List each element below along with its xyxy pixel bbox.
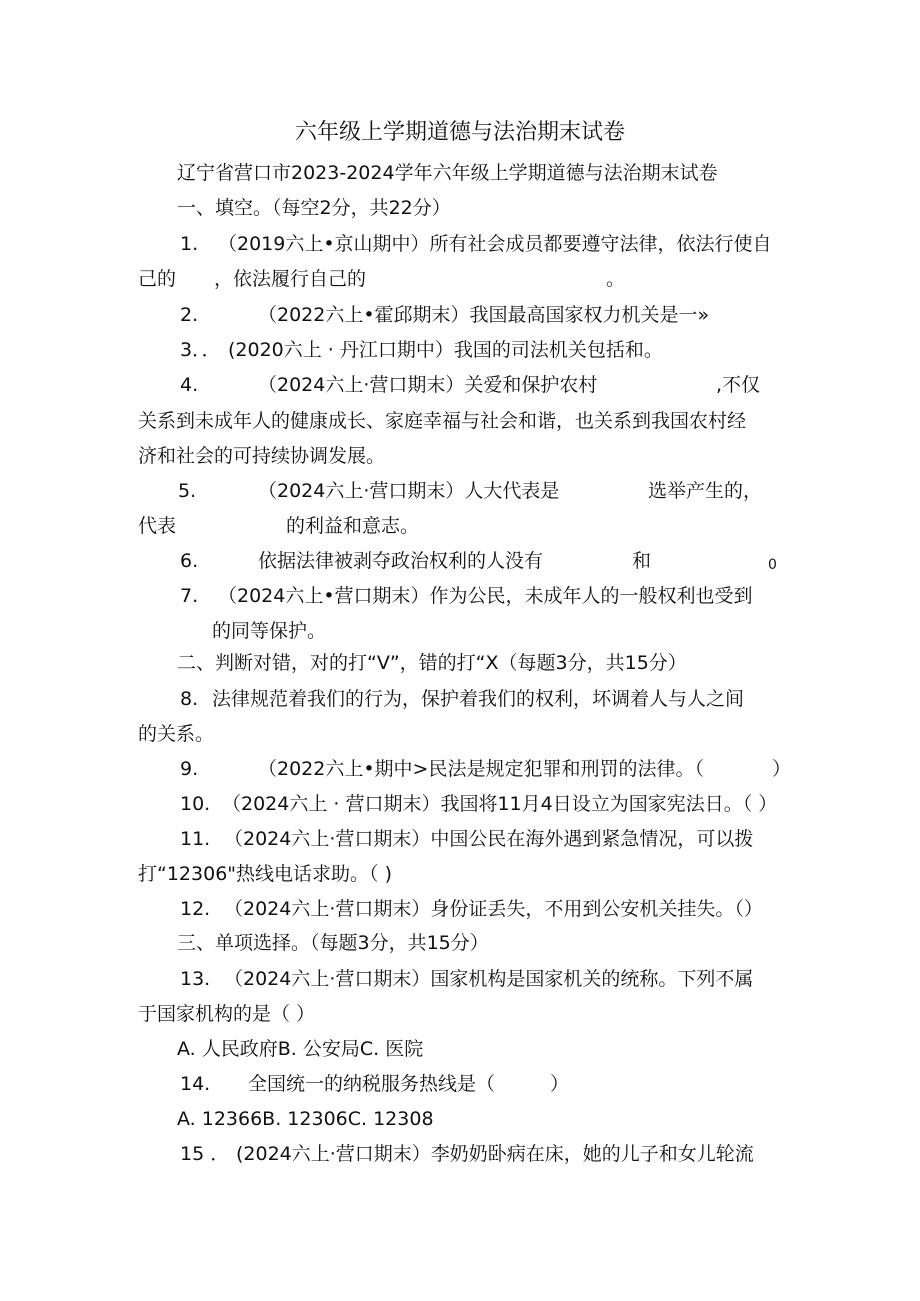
question-number: 12. [180, 898, 211, 920]
question-number: 7. [180, 585, 199, 607]
question-text: 全国统一的纳税服务热线是（ [248, 1073, 496, 1095]
question-number: 11. [180, 828, 211, 850]
question-number: 4. [180, 374, 199, 396]
question-text: 。 [606, 268, 626, 290]
question-text: （2024六上·营口期末）身份证丢失，不用到公安机关挂失。（） [224, 898, 763, 920]
question-text: 的关系。 [138, 723, 215, 745]
question-text: ,不仅 [716, 374, 761, 396]
question-text: 于国家机构的是（ ） [138, 1003, 316, 1025]
question-text: 法律规范着我们的行为，保护着我们的权利，坏调着人与人之间 [212, 688, 745, 710]
question-text: （2024六上·营口期末）人大代表是 [258, 480, 560, 502]
question-text: 关系到未成年人的健康成长、家庭幸福与社会和谐，也关系到我国农村经 [138, 410, 747, 432]
question-text: 0 [768, 557, 777, 573]
question-text: ） [550, 1073, 570, 1095]
section-heading-fill-blank: 一、填空。（每空2分，共22分） [177, 197, 451, 219]
question-number: 14. [180, 1073, 211, 1095]
question-text: （2024六上·营口期末）国家机构是国家机关的统称。下列不属 [224, 968, 754, 990]
section-heading-true-false: 二、判断对错，对的打“V”，错的打“X（每题3分，共15分） [177, 652, 687, 674]
question-number: 1. [180, 233, 199, 255]
question-text: （2024六上·营口期末）中国公民在海外遇到紧急情况，可以拨 [224, 828, 754, 850]
question-text: ） [772, 758, 792, 780]
question-number: 6. [180, 550, 199, 572]
question-number: 15 ． [180, 1143, 230, 1165]
question-text: (2024六上·营口期末）李奶奶卧病在床，她的儿子和女儿轮流 [236, 1143, 754, 1165]
question-number: 3．． [180, 339, 221, 361]
exam-subtitle: 辽宁省营口市2023-2024学年六年级上学期道德与法治期末试卷 [177, 162, 718, 184]
question-text: 依据法律被剥夺政治权利的人没有 [258, 550, 544, 572]
question-text: （2024六上·营口期末）关爱和保护农村 [258, 374, 598, 396]
question-text: （2024六上•营口期末）作为公民，未成年人的一般权利也受到 [218, 585, 753, 607]
question-text: （2022六上•霍邱期末）我国最高国家权力机关是一» [258, 304, 710, 326]
question-text: 打“12306"热线电话求助。（ ) [138, 863, 392, 885]
question-number: 10. [180, 793, 211, 815]
question-number: 2. [180, 304, 199, 326]
question-text: 己的 ，依法履行自己的 [138, 268, 367, 290]
question-text: （2022六上•期中>民法是规定犯罪和刑罚的法律。（ [258, 758, 704, 780]
question-text: 济和社会的可持续协调发展。 [138, 445, 386, 467]
question-text: 和 [632, 550, 652, 572]
question-text: （2019六上•京山期中）所有社会成员都要遵守法律，依法行使自 [218, 233, 772, 255]
question-number: 8. [180, 688, 199, 710]
answer-options: A. 人民政府B. 公安局C. 医院 [177, 1038, 424, 1060]
page-title: 六年级上学期道德与法治期末试卷 [294, 120, 625, 145]
answer-options: A. 12366B. 12306C. 12308 [177, 1108, 434, 1130]
question-number: 5. [178, 480, 197, 502]
question-text: (2020六上 · 丹江口期中）我国的司法机关包括和。 [228, 339, 663, 361]
question-number: 13. [180, 968, 211, 990]
question-text: 的利益和意志。 [286, 515, 420, 537]
section-heading-single-choice: 三、单项选择。（每题3分，共15分） [177, 932, 489, 954]
question-number: 9. [180, 758, 199, 780]
question-text: 代表 [138, 515, 177, 537]
question-text: 选举产生的， [648, 480, 763, 502]
question-text: 的同等保护。 [212, 620, 327, 642]
question-text: （2024六上 · 营口期末）我国将11月4日设立为国家宪法日。（ ） [222, 793, 778, 815]
